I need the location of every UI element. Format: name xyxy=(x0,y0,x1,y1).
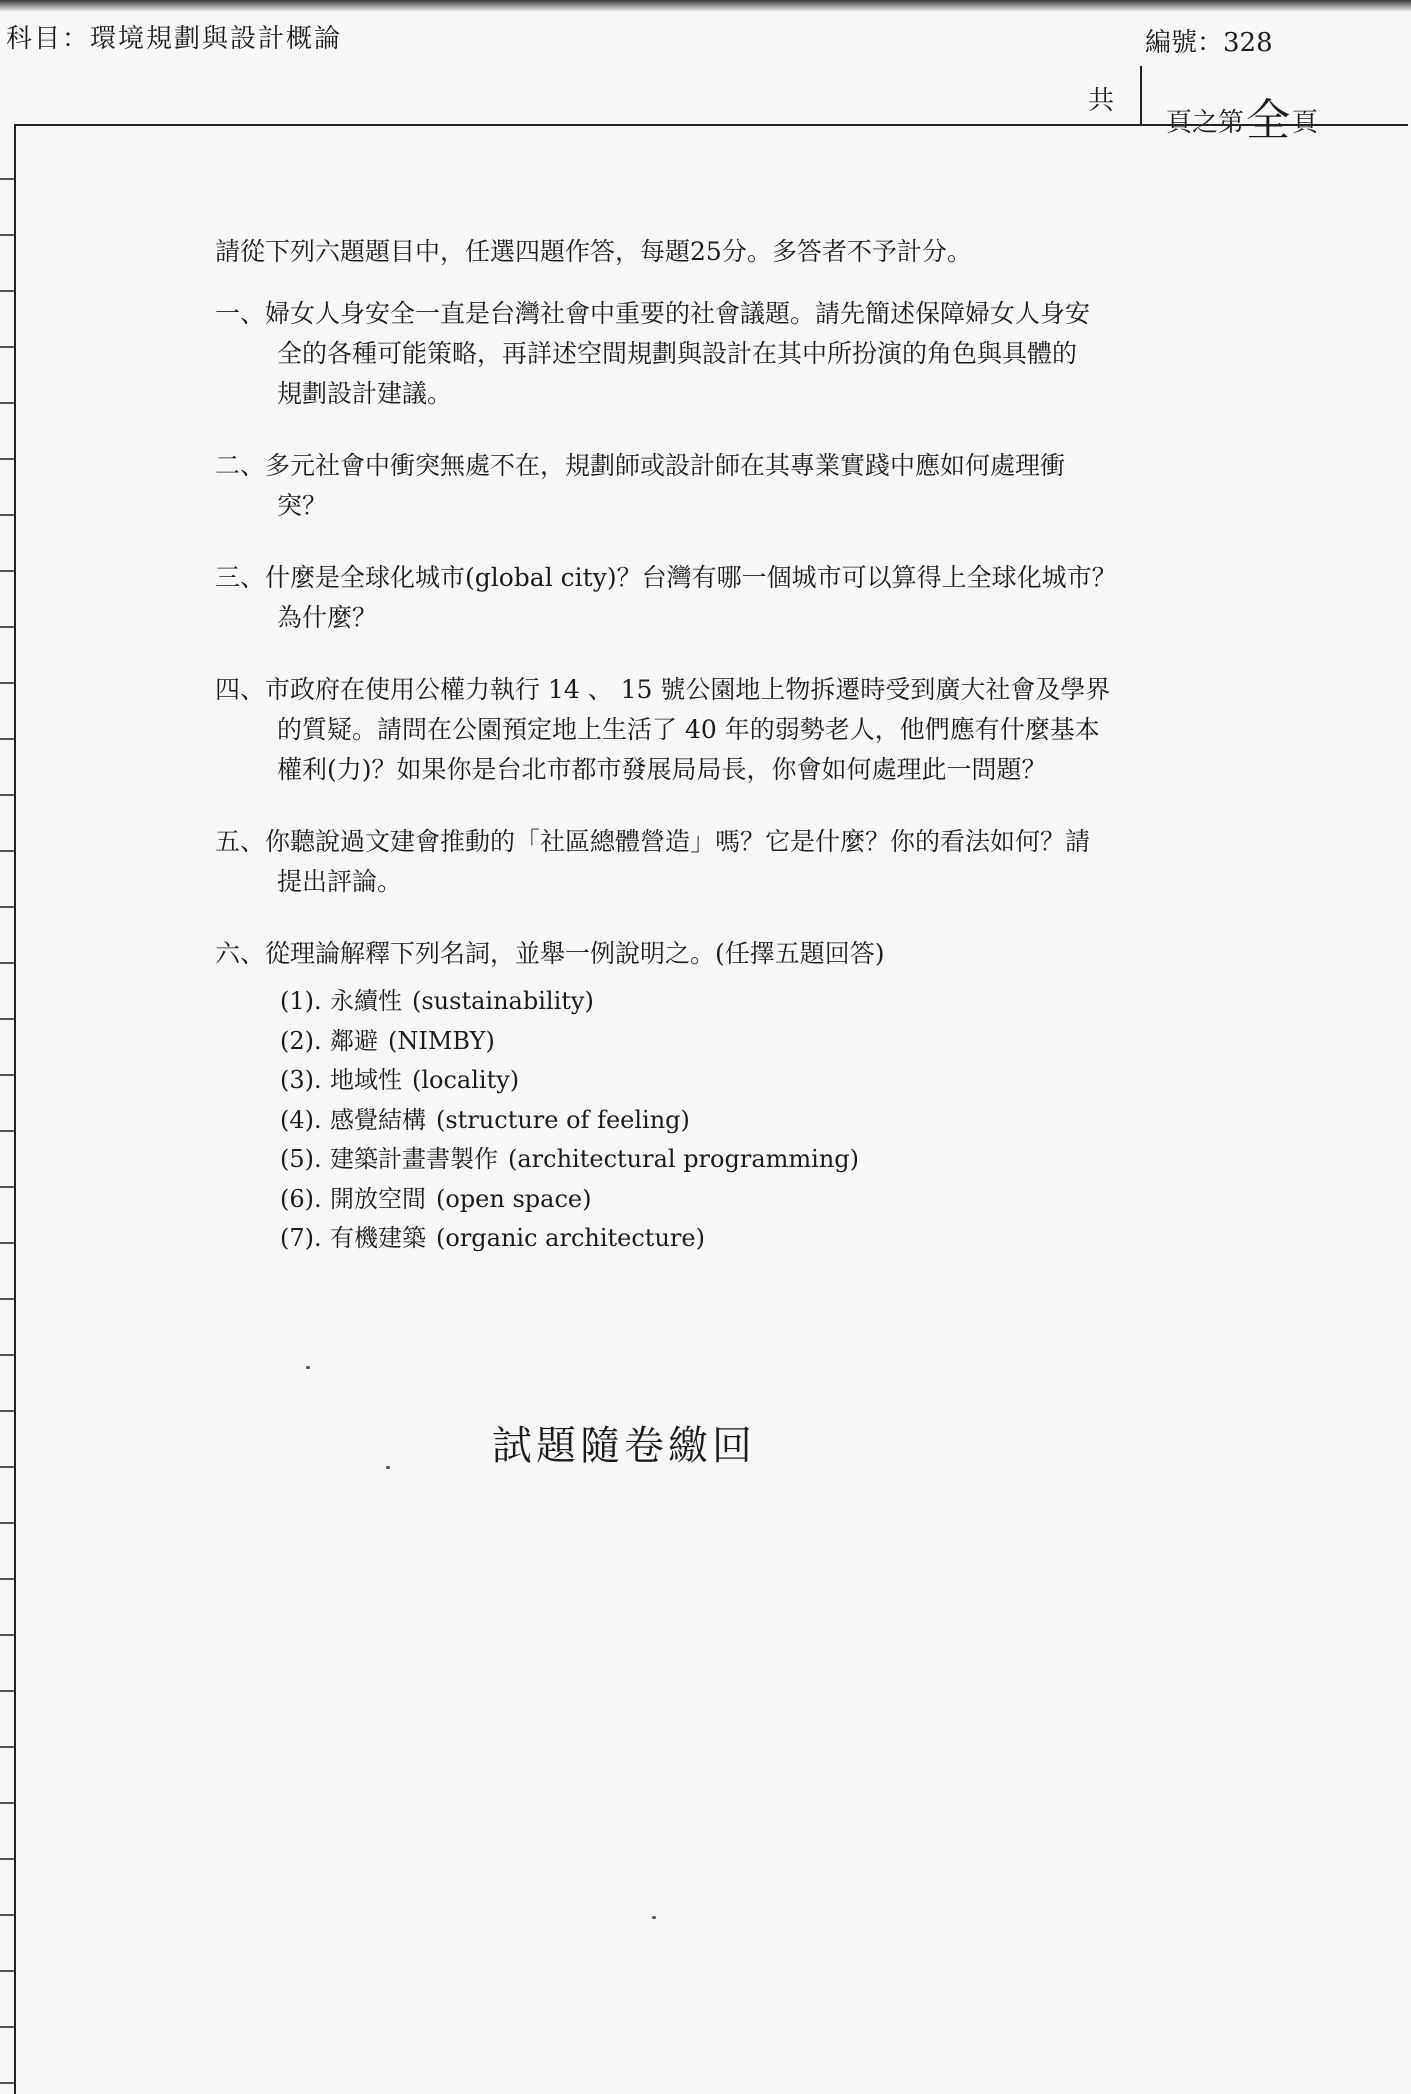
term-chinese: 建築計畫書製作 xyxy=(330,1145,498,1173)
term-chinese: 感覺結構 xyxy=(330,1105,426,1134)
question-line: 提出評論。 xyxy=(277,867,403,896)
term-number: (3). xyxy=(280,1066,322,1094)
question-line: 四、市政府在使用公權力執行 14 、 15 號公園地上物拆遷時受到廣大社會及學界 xyxy=(215,675,1111,704)
term-number: (1). xyxy=(280,987,322,1015)
term-english: (organic architecture) xyxy=(436,1224,705,1252)
question-line: 五、你聽說過文建會推動的「社區總體營造」嗎？它是什麼？你的看法如何？請 xyxy=(215,827,1091,856)
term-number: (5). xyxy=(280,1145,322,1173)
term-english: (architectural programming) xyxy=(508,1145,859,1173)
question-line: 三、什麼是全球化城市(global city)？台灣有哪一個城市可以算得上全球化城市？ xyxy=(215,563,1117,592)
exam-code: 編號：328 xyxy=(1145,28,1273,58)
question-line: 一、婦女人身安全一直是台灣社會中重要的社會議題。請先簡述保障婦女人身安 xyxy=(215,299,1091,328)
return-notice: 試題隨卷繳回 xyxy=(492,1423,756,1469)
question-list xyxy=(215,294,1165,974)
exam-subject: 科目：環境規劃與設計概論 xyxy=(6,24,343,54)
term-number: (6). xyxy=(280,1184,322,1213)
term-item xyxy=(280,1022,1165,1062)
question-line: 二、多元社會中衝突無處不在，規劃師或設計師在其專業實踐中應如何處理衝 xyxy=(215,451,1066,480)
margin-ticks xyxy=(0,124,14,2086)
term-chinese: 鄰避 xyxy=(330,1026,378,1055)
page-divider xyxy=(1140,66,1142,126)
term-list xyxy=(215,982,1165,1259)
page-total-label: 共 xyxy=(1088,86,1115,116)
term-english: (locality) xyxy=(412,1066,520,1094)
question-line: 的質疑。請問在公園預定地上生活了 40 年的弱勢老人，他們應有什麼基本 xyxy=(277,715,1100,744)
question-line: 突？ xyxy=(277,491,328,520)
question-line: 六、從理論解釋下列名詞，並舉一例說明之。(任擇五題回答) xyxy=(215,939,885,968)
question-line: 權利(力)？如果你是台北市都市發展局局長，你會如何處理此一問題？ xyxy=(277,755,1047,784)
handwritten-page-mark: 全 xyxy=(1246,95,1291,146)
exam-body xyxy=(215,232,1165,1259)
term-item xyxy=(280,1101,1165,1141)
term-chinese: 有機建築 xyxy=(330,1224,426,1252)
question-2 xyxy=(215,446,1165,526)
question-line: 為什麼？ xyxy=(277,603,378,632)
scan-shadow xyxy=(0,0,1411,12)
scan-speck xyxy=(652,1916,656,1919)
term-item xyxy=(280,982,1165,1022)
question-1 xyxy=(215,294,1165,414)
question-5 xyxy=(215,822,1165,902)
term-english: (sustainability) xyxy=(412,987,594,1015)
question-3 xyxy=(215,558,1165,638)
term-item xyxy=(280,1140,1165,1180)
term-number: (7). xyxy=(280,1224,322,1252)
term-item xyxy=(280,1061,1165,1101)
term-number: (2). xyxy=(280,1026,322,1055)
question-6 xyxy=(215,934,1165,974)
term-english: (open space) xyxy=(436,1184,592,1213)
question-4 xyxy=(215,670,1165,790)
term-english: (NIMBY) xyxy=(388,1026,495,1055)
term-chinese: 永續性 xyxy=(330,987,402,1015)
scan-speck xyxy=(386,1466,390,1469)
term-number: (4). xyxy=(280,1105,322,1134)
scan-speck xyxy=(306,1366,310,1369)
term-english: (structure of feeling) xyxy=(436,1105,690,1134)
term-item xyxy=(280,1219,1165,1259)
instructions: 請從下列六題題目中，任選四題作答，每題25分。多答者不予計分。 xyxy=(215,237,972,266)
question-line: 全的各種可能策略，再詳述空間規劃與設計在其中所扮演的角色與具體的 xyxy=(277,339,1078,368)
term-item xyxy=(280,1180,1165,1220)
page-of-label: 頁之第全頁 xyxy=(1166,95,1319,146)
term-chinese: 地域性 xyxy=(330,1066,402,1094)
term-chinese: 開放空間 xyxy=(330,1184,426,1213)
question-line: 規劃設計建議。 xyxy=(277,379,453,408)
